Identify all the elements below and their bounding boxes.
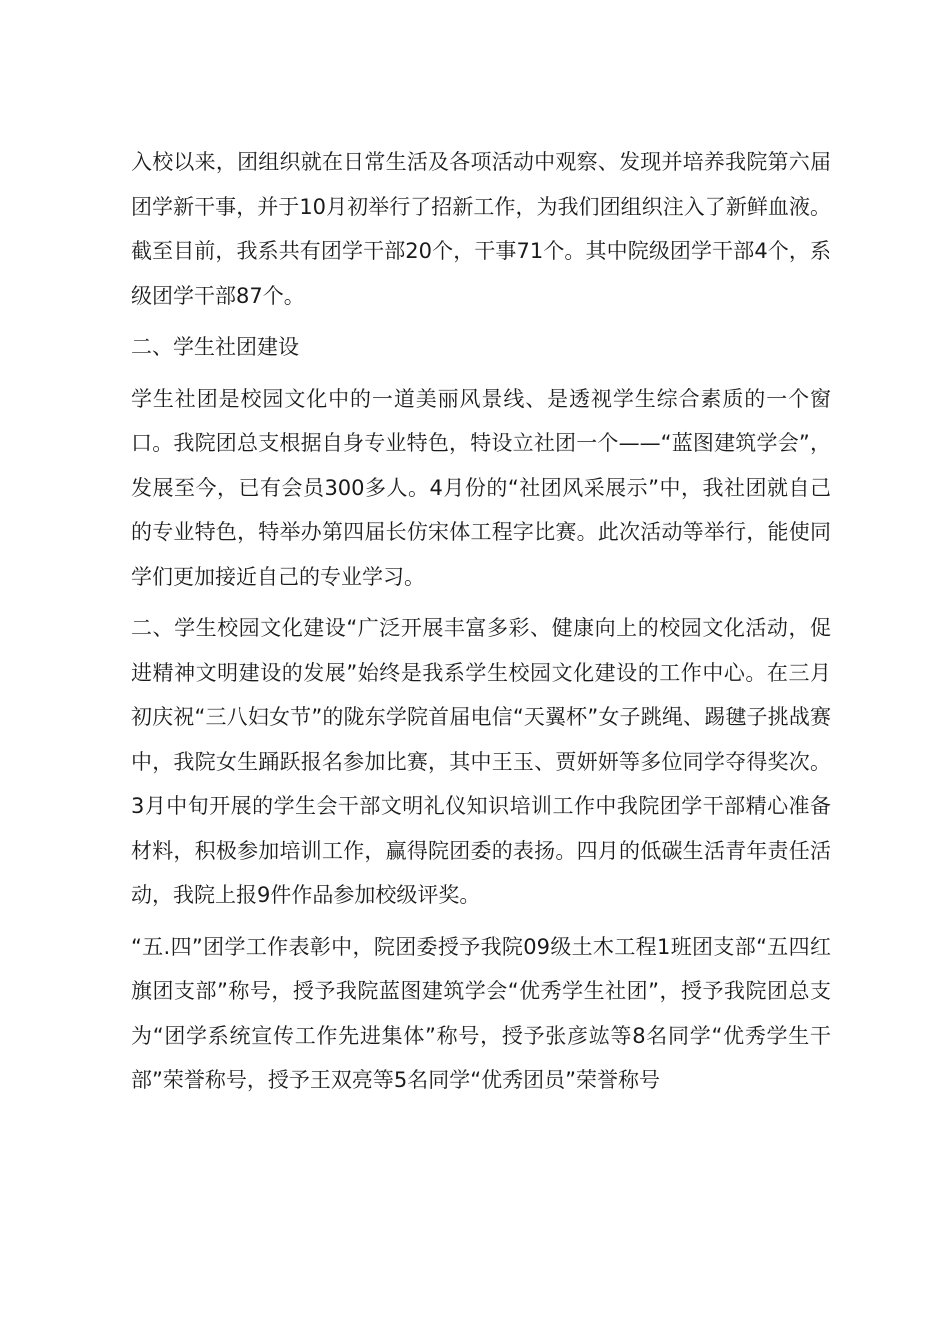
- section-heading-student-clubs: 二、学生社团建设: [131, 335, 299, 359]
- paragraph-campus-culture: 二、学生校园文化建设“广泛开展丰富多彩、健康向上的校园文化活动，促进精神文明建设的发展”始终是我系学生校园文化建设的工作中心。在三月初庆祝“三八妇女节”的陇东学院首届电信“天翼杯”女子跳绳、踢毽子挑战赛中，我院女生踊跃报名参加比赛，其中王玉、贾妍妍等多位同学夺得奖次。3月中旬开展的学生会干部文明礼仪知识培训工作中我院团学干部精心准备材料，积极参加培训工作，赢得院团委的表扬。四月的低碳生活青年责任活动，我院上报9件作品参加校级评奖。: [131, 616, 831, 907]
- document-body: [131, 140, 831, 1110]
- paragraph-recruitment: 入校以来，团组织就在日常生活及各项活动中观察、发现并培养我院第六届团学新干事，并于10月初举行了招新工作，为我们团组织注入了新鲜血液。截至目前，我系共有团学干部20个，干事71个。其中院级团学干部4个，系级团学干部87个。: [131, 150, 831, 308]
- paragraph-may-fourth-awards: “五.四”团学工作表彰中，院团委授予我院09级土木工程1班团支部“五四红旗团支部”称号，授予我院蓝图建筑学会“优秀学生社团”，授予我院团总支为“团学系统宣传工作先进集体”称号，授予张彦竑等8名同学“优秀学生干部”荣誉称号，授予王双亮等5名同学“优秀团员”荣誉称号: [131, 934, 831, 1092]
- paragraph-student-clubs: 学生社团是校园文化中的一道美丽风景线、是透视学生综合素质的一个窗口。我院团总支根据自身专业特色，特设立社团一个——“蓝图建筑学会”，发展至今，已有会员300多人。4月份的“社团风采展示”中，我社团就自己的专业特色，特举办第四届长仿宋体工程字比赛。此次活动等举行，能使同学们更加接近自己的专业学习。: [131, 386, 831, 589]
